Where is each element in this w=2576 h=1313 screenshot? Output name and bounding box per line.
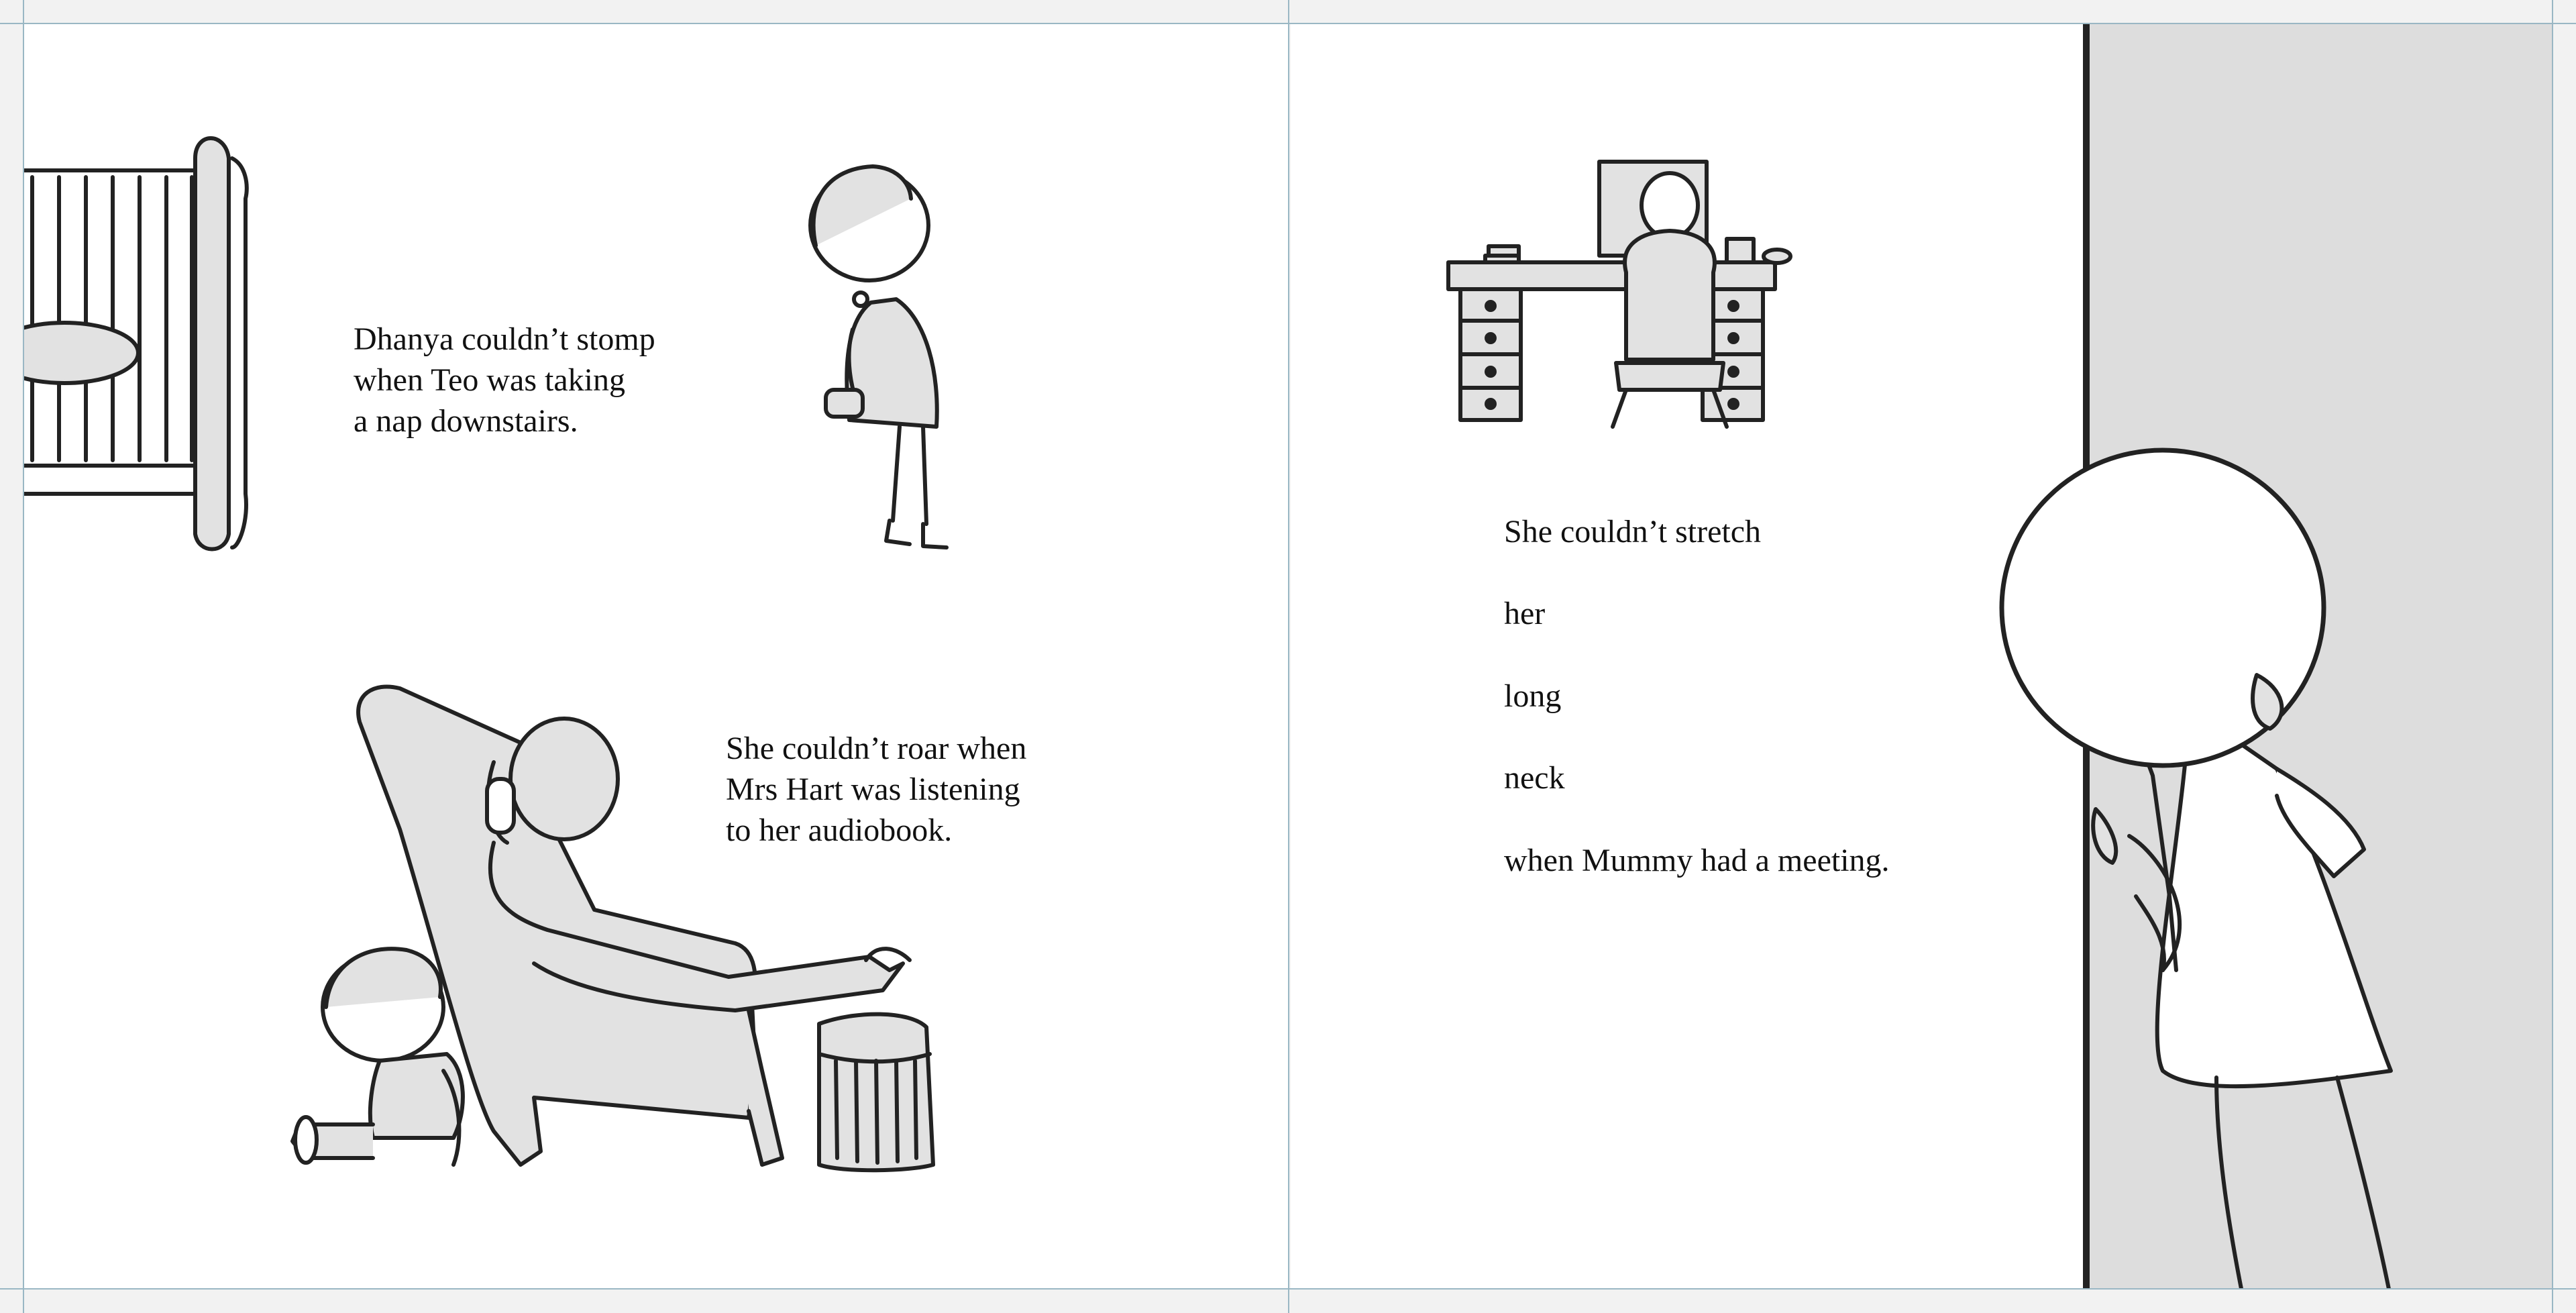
guide-line-left [23, 0, 24, 1313]
desk-meeting-illustration [1448, 162, 1790, 427]
stretch-line-4: neck [1504, 760, 1565, 796]
door-girl-illustration [2002, 24, 2552, 1288]
guide-line-right [2552, 0, 2553, 1313]
stretch-line-3: long [1504, 678, 1562, 714]
stretch-line-5: when Mummy had a meeting. [1504, 843, 1890, 878]
right-page-illustrations [1291, 24, 2552, 1288]
left-page-illustrations [24, 24, 1288, 1288]
stretch-line-2: her [1504, 596, 1546, 631]
stomp-text: Dhanya couldn’t stomp when Teo was taking a nap downstairs. [354, 321, 655, 439]
stretch-line-1: She couldn’t stretch [1504, 514, 1762, 549]
roar-text: She couldn’t roar when Mrs Hart was listening to her audiobook. [726, 731, 1027, 848]
crib-illustration [24, 138, 247, 549]
girl-tiptoe-illustration [810, 166, 947, 547]
guide-line-bottom [0, 1288, 2576, 1290]
guide-line-center [1288, 0, 1289, 1313]
guide-line-top [0, 23, 2576, 24]
left-page [24, 24, 1288, 1288]
right-page [1291, 24, 2552, 1288]
